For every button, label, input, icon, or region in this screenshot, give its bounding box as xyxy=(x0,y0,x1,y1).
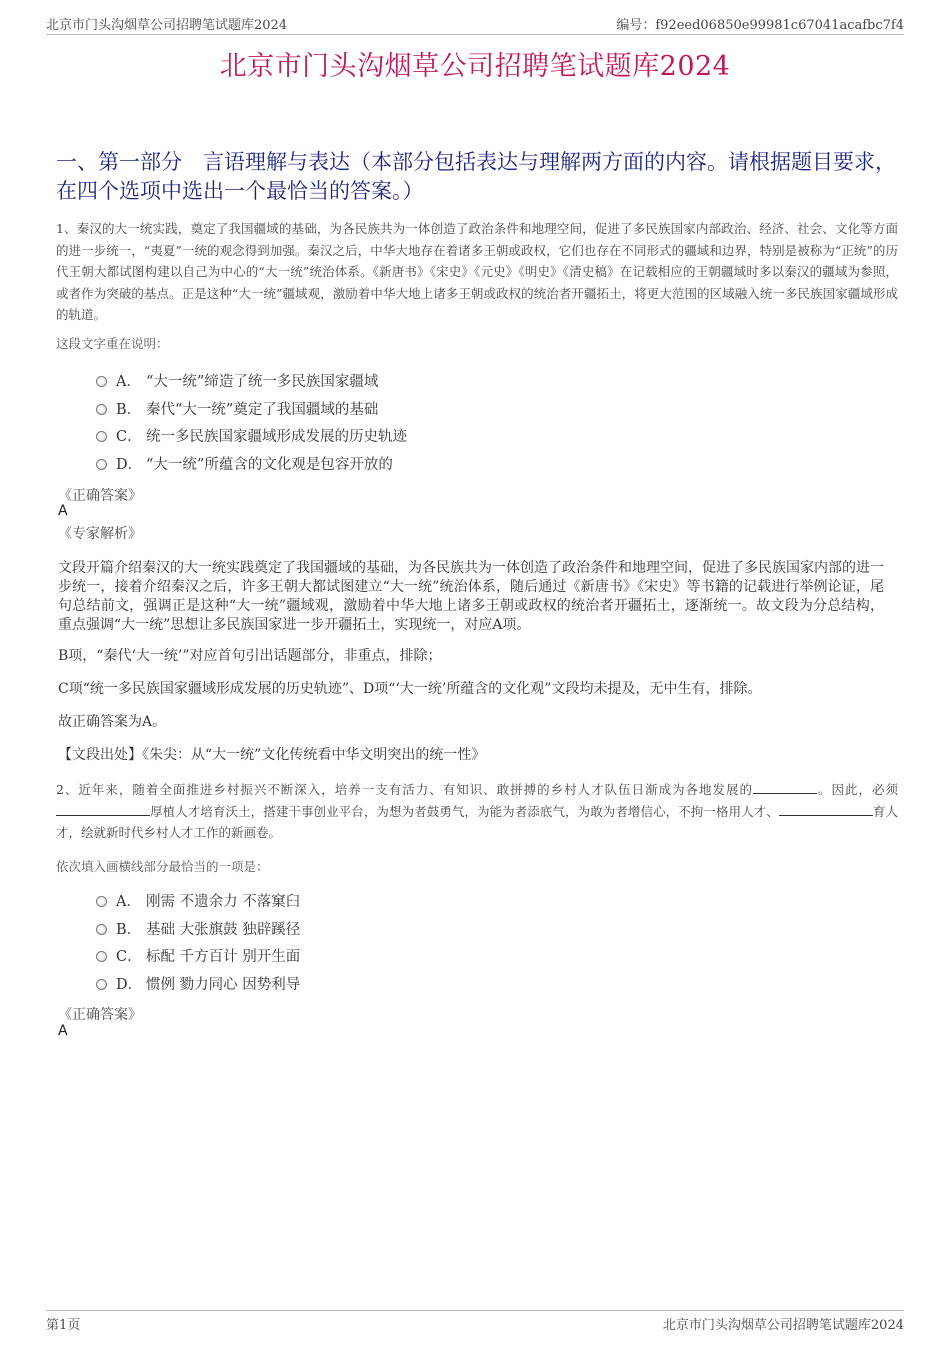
q1-answer-label: 《正确答案》 xyxy=(58,488,142,504)
radio-icon[interactable] xyxy=(96,979,107,990)
question-2-text xyxy=(56,779,898,844)
q2-option-b[interactable] xyxy=(96,917,300,939)
option-letter: C． xyxy=(116,948,142,965)
option-text: 惯例 勠力同心 因势利导 xyxy=(146,976,301,993)
radio-icon[interactable] xyxy=(96,376,107,387)
header-left-title: 北京市门头沟烟草公司招聘笔试题库2024 xyxy=(46,18,288,33)
radio-icon[interactable] xyxy=(96,951,107,962)
q1-analysis-options-cd: C项“统一多民族国家疆域形成发展的历史轨迹”、D项“‘大一统’所蕴含的文化观”文段均未提及，无中生有，排除。 xyxy=(58,681,762,697)
blank-3 xyxy=(779,803,873,816)
question-1-prompt: 这段文字重在说明： xyxy=(56,336,169,351)
option-text: “大一统”缔造了统一多民族国家疆域 xyxy=(146,373,379,390)
footer-divider xyxy=(46,1310,904,1311)
option-letter: D． xyxy=(116,976,143,993)
option-text: “大一统”所蕴含的文化观是包容开放的 xyxy=(146,456,393,473)
option-text: 刚需 不遗余力 不落窠臼 xyxy=(146,893,301,910)
radio-icon[interactable] xyxy=(96,924,107,935)
q2-option-a[interactable] xyxy=(96,889,300,911)
radio-icon[interactable] xyxy=(96,896,107,907)
header-document-id: 编号：f92eed06850e99981c67041acafbc7f4 xyxy=(616,18,904,33)
page-number: 第1页 xyxy=(46,1318,81,1333)
option-text: 统一多民族国家疆域形成发展的历史轨迹 xyxy=(146,428,407,445)
section-heading: 一、第一部分 言语理解与表达（本部分包括表达与理解两方面的内容。请根据题目要求，在四个选项中选出一个最恰当的答案。） xyxy=(56,150,896,203)
q1-option-b[interactable] xyxy=(96,397,378,419)
document-title: 北京市门头沟烟草公司招聘笔试题库2024 xyxy=(219,51,731,82)
blank-2 xyxy=(56,803,150,816)
blank-1 xyxy=(753,781,817,794)
option-text: 秦代“大一统”奠定了我国疆域的基础 xyxy=(146,401,379,418)
option-letter: A． xyxy=(116,373,141,390)
q1-source: 【文段出处】《朱尖：从“大一统”文化传统看中华文明突出的统一性》 xyxy=(58,747,486,763)
option-letter: C． xyxy=(116,428,142,445)
question-2-part-3: 厚植人才培育沃土，搭建干事创业平台，为想为者鼓勇气，为能为者添底气，为敢为者增信心，不拘一格用人才、 xyxy=(150,803,779,819)
radio-icon[interactable] xyxy=(96,404,107,415)
option-text: 标配 千方百计 别开生面 xyxy=(146,948,301,965)
q1-analysis-conclusion: 故正确答案为A。 xyxy=(58,714,167,730)
header-divider xyxy=(46,34,904,35)
question-2-part-1: 2、近年来，随着全面推进乡村振兴不断深入，培养一支有活力、有知识、敢拼搏的乡村人才队伍日渐成为各地发展的 xyxy=(56,782,754,797)
q1-analysis-paragraph: 文段开篇介绍秦汉的大一统实践奠定了我国疆域的基础，为各民族共为一体创造了政治条件和地理空间，促进了多民族国家内部的进一步统一，接着介绍秦汉之后，许多王朝大都试图建立“大一统”统治体系，随后通过《新唐书》《宋史》等书籍的记载进行举例论证，尾句总结前文，强调正是这种“大一统”疆域观，激励着中华大地上诸多王朝或政权的统治者开疆拓土，逐渐统一。故文段为分总结构，重点强调“大一统”思想让多民族国家进一步开疆拓土，实现统一，对应A项。 xyxy=(58,560,884,633)
question-2-part-4: 育人才，绘就新时代乡村人才工作的新画卷。 xyxy=(56,803,898,840)
option-letter: A． xyxy=(116,893,141,910)
q1-analysis-option-b: B项，“秦代‘大一统’”对应首句引出话题部分，非重点，排除； xyxy=(58,648,442,664)
option-letter: B． xyxy=(116,921,142,938)
q1-analysis-label: 《专家解析》 xyxy=(58,526,142,542)
radio-icon[interactable] xyxy=(96,431,107,442)
q2-option-c[interactable] xyxy=(96,944,300,966)
question-2-prompt: 依次填入画横线部分最恰当的一项是： xyxy=(56,859,269,874)
q2-answer-label: 《正确答案》 xyxy=(58,1007,142,1023)
q2-option-d[interactable] xyxy=(96,972,300,994)
option-text: 基础 大张旗鼓 独辟蹊径 xyxy=(146,921,301,938)
q2-answer-value: A xyxy=(58,1023,68,1039)
question-2-part-2: 。因此，必须 xyxy=(817,782,898,797)
q1-option-d[interactable] xyxy=(96,452,393,474)
q1-option-a[interactable] xyxy=(96,369,378,391)
q1-option-c[interactable] xyxy=(96,424,407,446)
option-letter: B． xyxy=(116,401,142,418)
footer-title: 北京市门头沟烟草公司招聘笔试题库2024 xyxy=(662,1318,904,1333)
option-letter: D． xyxy=(116,456,143,473)
radio-icon[interactable] xyxy=(96,459,107,470)
question-1-text: 1、秦汉的大一统实践，奠定了我国疆域的基础，为各民族共为一体创造了政治条件和地理空间，促进了多民族国家内部政治、经济、社会、文化等方面的进一步统一，“夷夏”一统的观念得到加强。秦汉之后，中华大地存在着诸多王朝或政权，它们也存在不同形式的疆域和边界，特别是被称为“正统”的历代王朝大都试图构建以自己为中心的“大一统”统治体系。《新唐书》《宋史》《元史》《明史》《清史稿》在记载相应的王朝疆域时多以秦汉的疆域为参照，或者作为突破的基点。正是这种“大一统”疆域观，激励着中华大地上诸多王朝或政权的统治者开疆拓土，将更大范围的区域融入统一多民族国家疆域形成的轨道。 xyxy=(56,221,898,322)
q1-answer-value: A xyxy=(58,503,68,519)
